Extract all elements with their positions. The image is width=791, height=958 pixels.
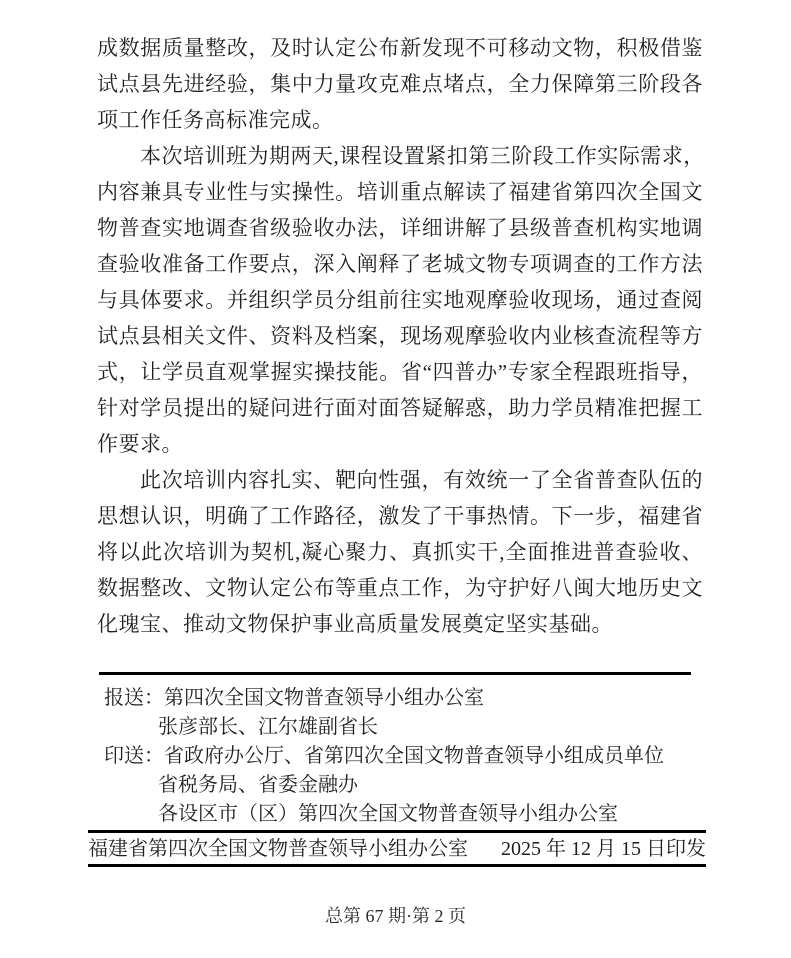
body-line: 化瑰宝、推动文物保护事业高质量发展奠定坚实基础。 xyxy=(97,612,613,636)
colophon-row xyxy=(104,684,704,713)
body-line: 试点县先进经验，集中力量攻克难点堵点，全力保障第三阶段各 xyxy=(97,72,703,96)
body-line: 与具体要求。并组织学员分组前往实地观摩验收现场，通过查阅 xyxy=(97,288,703,312)
body-line: 内容兼具专业性与实操性。培训重点解读了福建省第四次全国文 xyxy=(97,180,703,204)
body-line: 数据整改、文物认定公布等重点工作，为守护好八闽大地历史文 xyxy=(97,576,703,600)
body-line: 作要求。 xyxy=(97,432,183,456)
colophon-label: 报送： xyxy=(104,687,164,709)
body-line: 项工作任务高标准完成。 xyxy=(97,108,334,132)
colophon-label xyxy=(104,800,158,829)
colophon-top-divider xyxy=(99,672,691,675)
colophon-row xyxy=(104,713,704,742)
body-line: 思想认识，明确了工作路径，激发了干事热情。下一步，福建省 xyxy=(97,504,703,528)
body-line: 查验收准备工作要点，深入阐释了老城文物专项调查的工作方法 xyxy=(97,252,703,276)
body-line: 此次培训内容扎实、靶向性强，有效统一了全省普查队伍的 xyxy=(140,468,703,492)
issuer-row xyxy=(88,836,706,862)
issuer-name: 福建省第四次全国文物普查领导小组办公室 xyxy=(88,838,468,860)
colophon-text: 各设区市（区）第四次全国文物普查领导小组办公室 xyxy=(158,803,618,825)
colophon-label: 印送： xyxy=(104,745,164,767)
body-line: 针对学员提出的疑问进行面对面答疑解惑，助力学员精准把握工 xyxy=(97,396,703,420)
issuer-top-divider xyxy=(88,830,706,833)
colophon-text: 省政府办公厅、省第四次全国文物普查领导小组成员单位 xyxy=(164,745,664,767)
body-line: 物普查实地调查省级验收办法，详细讲解了县级普查机构实地调 xyxy=(97,216,703,240)
colophon-text: 张彦部长、江尔雄副省长 xyxy=(158,716,378,738)
issuer-bottom-divider xyxy=(88,864,706,867)
body-line: 成数据质量整改，及时认定公布新发现不可移动文物，积极借鉴 xyxy=(97,36,703,60)
colophon-label xyxy=(104,713,158,742)
print-date: 2025 年 12 月 15 日印发 xyxy=(501,838,706,860)
body-line: 试点县相关文件、资料及档案，现场观摩验收内业核查流程等方 xyxy=(97,324,703,348)
colophon-text: 第四次全国文物普查领导小组办公室 xyxy=(164,687,484,709)
colophon-text: 省税务局、省委金融办 xyxy=(158,774,358,796)
page-indicator: 总第 67 期·第 2 页 xyxy=(325,906,466,926)
colophon-label xyxy=(104,771,158,800)
colophon-row xyxy=(104,742,704,771)
colophon-rows xyxy=(104,684,704,829)
body-line: 本次培训班为期两天,课程设置紧扣第三阶段工作实际需求， xyxy=(140,144,705,168)
colophon-row xyxy=(104,800,704,829)
body-line: 式，让学员直观掌握实操技能。省“四普办”专家全程跟班指导， xyxy=(97,360,703,384)
body-line: 将以此次培训为契机,凝心聚力、真抓实干,全面推进普查验收、 xyxy=(97,540,703,564)
document-body-text xyxy=(97,30,703,642)
colophon-row xyxy=(104,771,704,800)
